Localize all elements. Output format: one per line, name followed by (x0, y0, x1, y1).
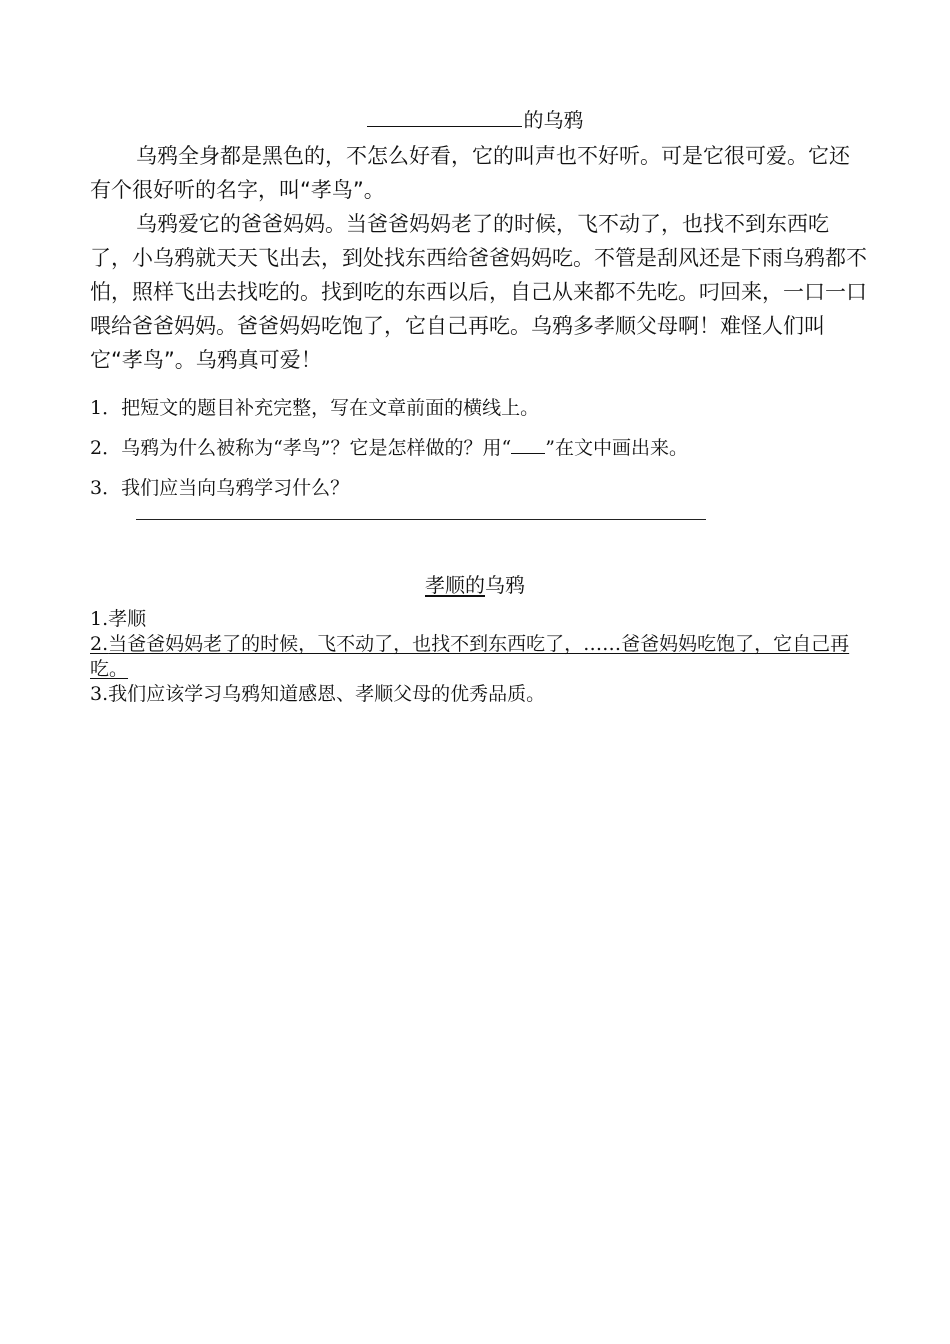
answer-3: 3.我们应该学习乌鸦知道感恩、孝顺父母的优秀品质。 (90, 683, 546, 705)
question-2-text-after: ”在文中画出来。 (545, 437, 688, 459)
question-3: 3．我们应当向乌鸦学习什么？ (90, 477, 350, 499)
answer-key-title-rest: 乌鸦 (485, 573, 525, 597)
answer-key-title (0, 572, 950, 598)
question-1: 1．把短文的题目补充完整，写在文章前面的横线上。 (90, 397, 540, 419)
passage (90, 139, 870, 377)
passage-title (0, 106, 950, 134)
question-2 (90, 428, 870, 468)
answer-1: 1.孝顺 (90, 608, 147, 630)
answer-2-prefix: 2. (90, 633, 109, 655)
passage-paragraph-1: 乌鸦全身都是黑色的，不怎么好看，它的叫声也不好听。可是它很可爱。它还有个很好听的名字，叫“孝鸟”。 (90, 144, 850, 202)
answer-blank-line (136, 519, 706, 520)
question-2-text-before: 2．乌鸦为什么被称为“孝鸟”？它是怎样做的？用“ (90, 437, 512, 459)
question-2-underline-mark (511, 435, 545, 454)
answer-key-title-underlined: 孝顺的 (425, 573, 485, 597)
questions (90, 388, 870, 508)
answer-key (90, 607, 870, 707)
title-suffix: 的乌鸦 (523, 108, 584, 132)
title-blank-line (367, 106, 522, 127)
passage-paragraph-2: 乌鸦爱它的爸爸妈妈。当爸爸妈妈老了的时候，飞不动了，也找不到东西吃了，小乌鸦就天天飞出去，到处找东西给爸爸妈妈吃。不管是刮风还是下雨乌鸦都不怕，照样飞出去找吃的。找到吃的东西以后，自己从来都不先吃。叼回来，一口一口喂给爸爸妈妈。爸爸妈妈吃饱了，它自己再吃。乌鸦多孝顺父母啊！难怪人们叫它“孝鸟”。乌鸦真可爱！ (90, 212, 867, 372)
answer-2 (90, 632, 870, 682)
answer-2-text: 当爸爸妈妈老了的时候，飞不动了，也找不到东西吃了，……爸爸妈妈吃饱了，它自己再吃。 (90, 633, 850, 680)
